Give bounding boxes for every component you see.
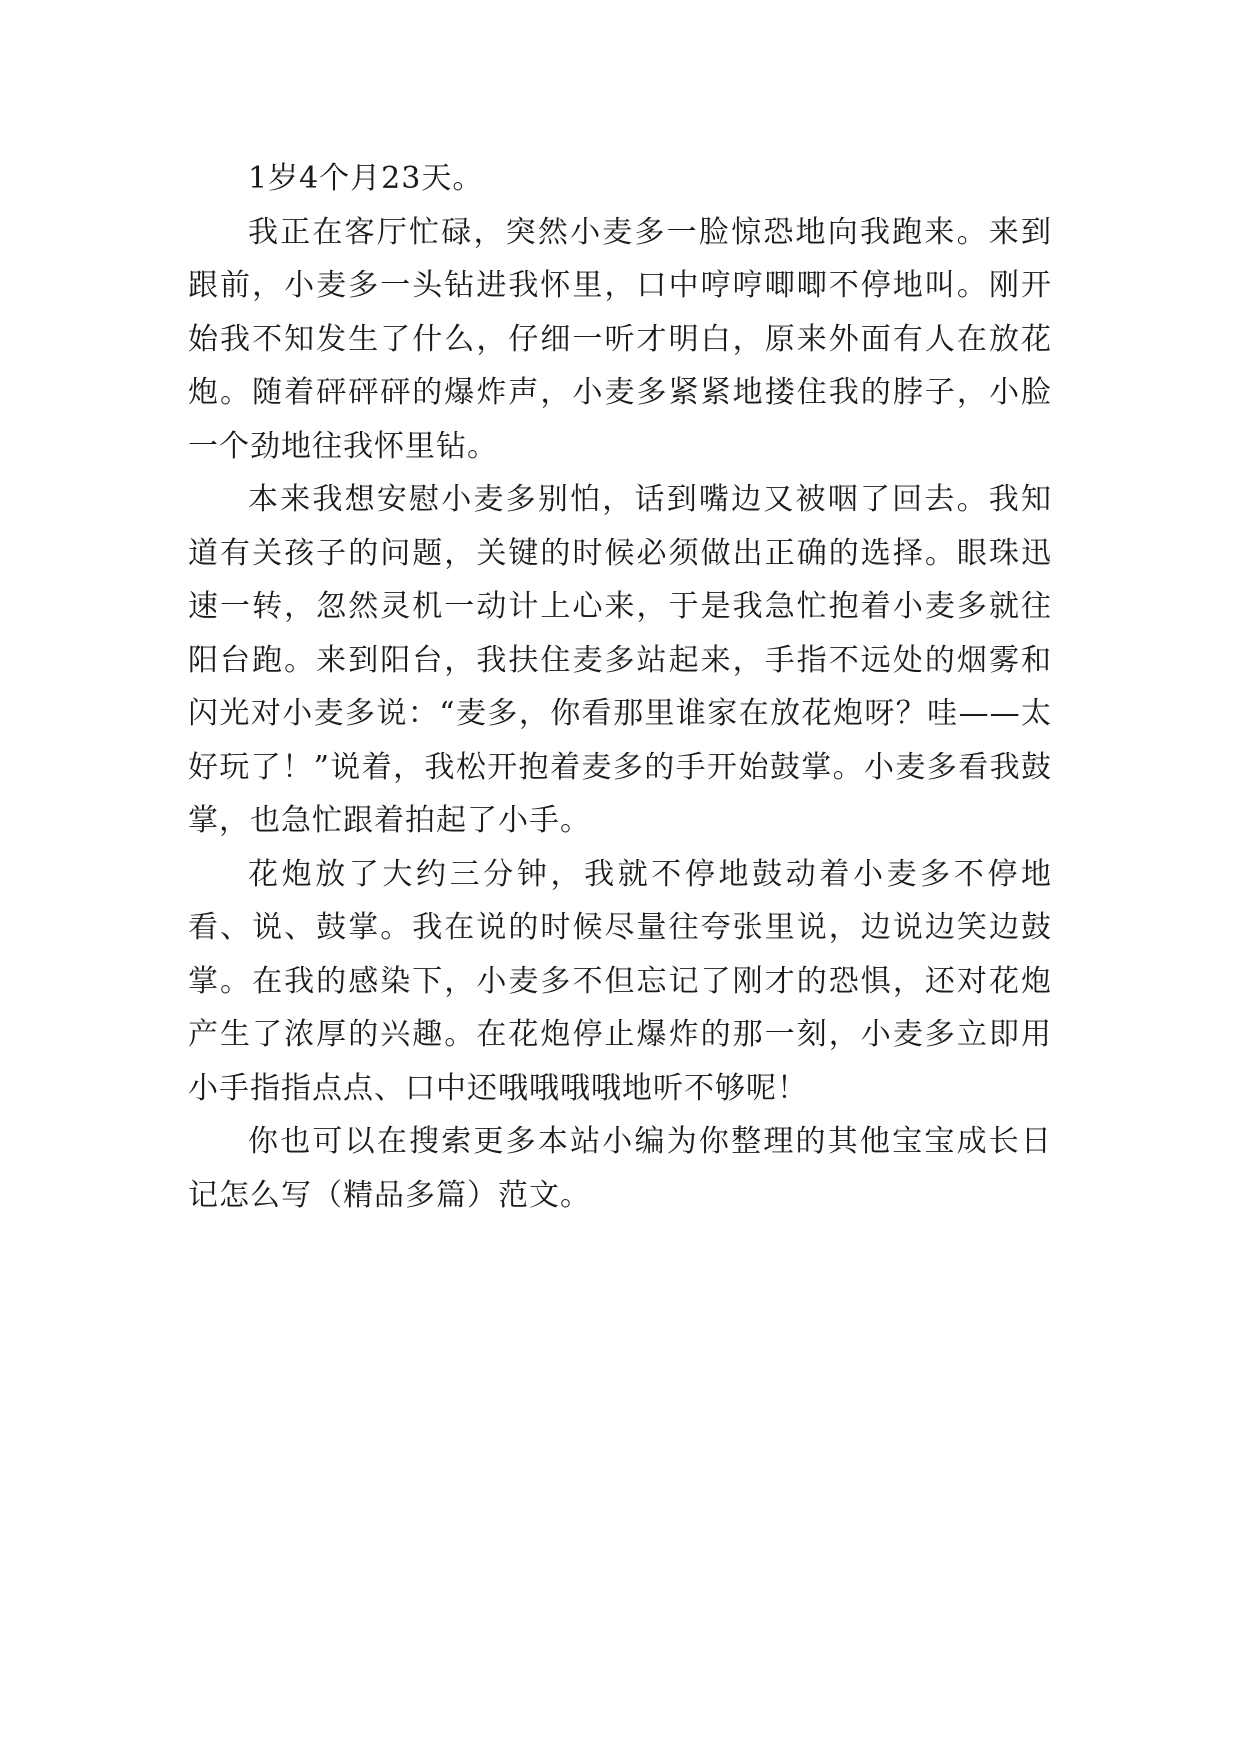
paragraph-fireworks-scare: 我正在客厅忙碌，突然小麦多一脸惊恐地向我跑来。来到跟前，小麦多一头钻进我怀里，口中哼哼唧唧不停地叫。刚开始我不知发生了什么，仔细一听才明白，原来外面有人在放花炮。随着砰砰砰的爆炸声，小麦多紧紧地搂住我的脖子，小脸一个劲地往我怀里钻。 <box>188 214 1052 464</box>
paragraph-date: 1岁4个月23天。 <box>248 161 484 196</box>
paragraph-balcony: 本来我想安慰小麦多别怕，话到嘴边又被咽了回去。我知道有关孩子的问题，关键的时候必须做出正确的选择。眼珠迅速一转，忽然灵机一动计上心来，于是我急忙抱着小麦多就往阳台跑。来到阳台，我扶住麦多站起来，手指不远处的烟雾和闪光对小麦多说：“麦多，你看那里谁家在放花炮呀？哇——太好玩了！”说着，我松开抱着麦多的手开始鼓掌。小麦多看我鼓掌，也急忙跟着拍起了小手。 <box>188 482 1052 838</box>
document-body <box>188 152 1052 1222</box>
paragraph-clapping: 花炮放了大约三分钟，我就不停地鼓动着小麦多不停地看、说、鼓掌。我在说的时候尽量往夸张里说，边说边笑边鼓掌。在我的感染下，小麦多不但忘记了刚才的恐惧，还对花炮产生了浓厚的兴趣。在花炮停止爆炸的那一刻，小麦多立即用小手指指点点、口中还哦哦哦哦地听不够呢！ <box>188 856 1052 1106</box>
paragraph-footer-note: 你也可以在搜索更多本站小编为你整理的其他宝宝成长日记怎么写（精品多篇）范文。 <box>188 1124 1052 1213</box>
